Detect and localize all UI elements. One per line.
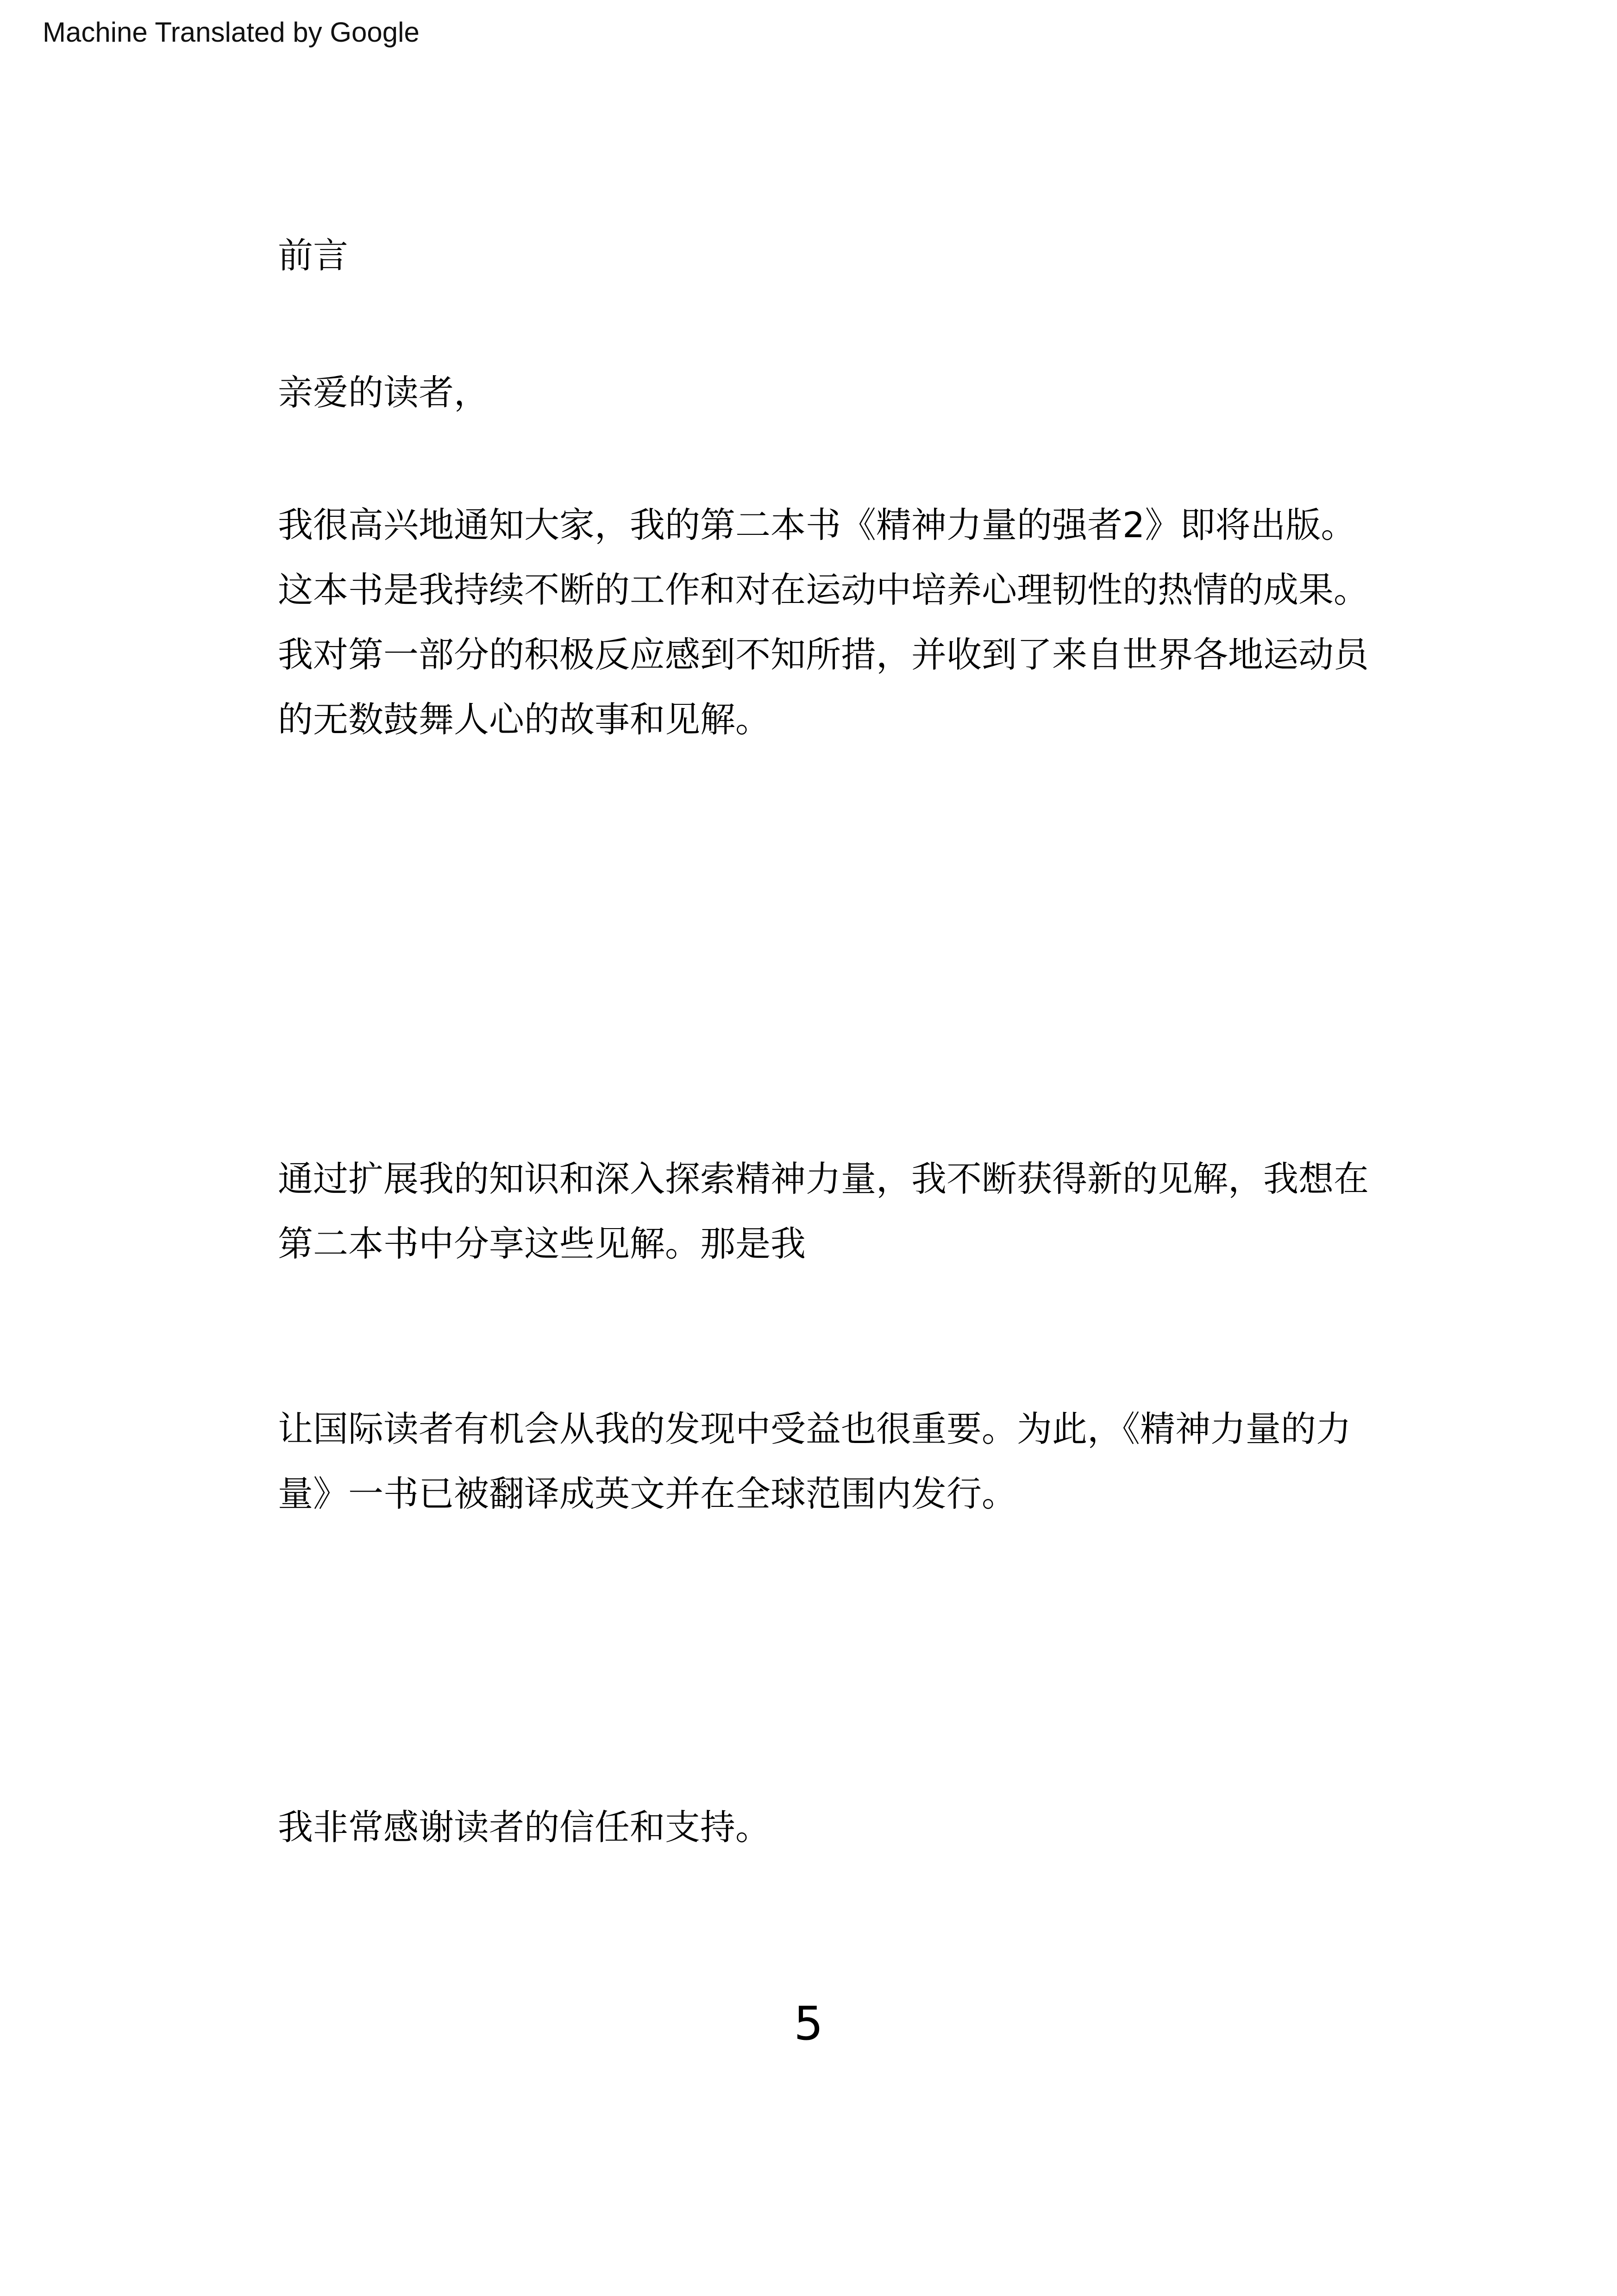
page-heading: 前言 <box>278 235 348 276</box>
paragraph-1: 我很高兴地通知大家，我的第二本书《精神力量的强者2》即将出版。这本书是我持续不断的工作和对在运动中培养心理韧性的热情的成果。我对第一部分的积极反应感到不知所措，并收到了来自世界各地运动员的无数鼓舞人心的故事和见解。 <box>278 504 1369 740</box>
paragraph-3: 让国际读者有机会从我的发现中受益也很重要。为此，《精神力量的力量》一书已被翻译成英文并在全球范围内发行。 <box>278 1408 1351 1514</box>
machine-translation-banner: Machine Translated by Google <box>43 17 420 48</box>
paragraph-2: 通过扩展我的知识和深入探索精神力量，我不断获得新的见解，我想在第二本书中分享这些见解。那是我 <box>278 1158 1369 1264</box>
salutation: 亲爱的读者， <box>278 372 489 413</box>
page-number: 5 <box>794 1996 823 2051</box>
paragraph-4: 我非常感谢读者的信任和支持。 <box>278 1807 771 1848</box>
